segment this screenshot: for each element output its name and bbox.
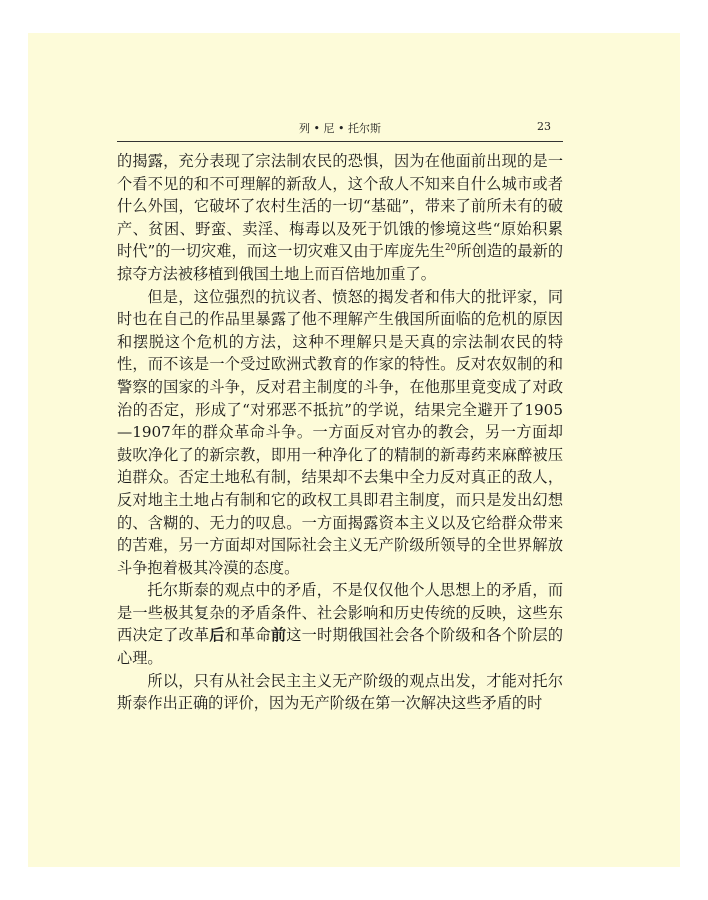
paragraph-text: 所创造的最新的掠夺方法被移植到俄国土地上而百倍地加重了。 [117,242,564,283]
paragraph-text: 这一时期俄国社会各个阶级和各个阶层的心理。 [117,626,564,668]
paragraph-text: 但是，这位强烈的抗议者、愤怒的揭发者和伟大的批评家，同时也在自己的作品里暴露了他不理解产生俄国所面临的危机的原因和摆脱这个危机的方法，这种不理解只是天真的宗法制农民的特性，而不该是一个受过欧洲式教育的作家的特性。反对农奴制的和警察的国家的斗争，反对君主制度的斗争，在他那里竟变成了对政治的否定，形成了“对邪恶不抵抗”的学说，结果完全避开了1905—1907年的群众革命斗争。一方面反对官办的教会，另一方面却鼓吹净化了的新宗教，即用一种净化了的精制的新毒药来麻醉被压迫群众。否定土地私有制，结果却不去集中全力反对真正的敌人，反对地主土地占有制和它的政权工具即君主制度，而只是发出幻想的、含糊的、无力的叹息。一方面揭露资本主义以及它给群众带来的苦难，另一方面却对国际社会主义无产阶级所领导的全世界解放斗争抱着极其冷漠的态度。 [117,287,563,577]
footnote-marker: 20 [444,243,457,254]
paragraph [117,579,563,669]
paragraph-text: 的揭露，充分表现了宗法制农民的恐惧，因为在他面前出现的是一个看不见的和不可理解的新敌人，这个敌人不知来自什么城市或者什么外国，它破坏了农村生活的一切“基础”，带来了前所未有的破产、贫困、野蛮、卖淫、梅毒以及死于饥饿的惨境这些“原始积累时代”的一切灾难，而这一切灾难又由于库庞先生 [117,152,563,261]
running-title: 列 • 尼 • 托尔斯 [299,122,381,135]
header-rule [117,141,563,142]
page-number: 23 [537,120,551,133]
paragraph [117,150,563,286]
emphasis-text: 后 [209,626,225,645]
body-text [117,150,563,715]
emphasis-text: 前 [270,626,287,645]
paragraph-text: 和革命 [224,626,271,645]
running-header [117,118,563,138]
paragraph [117,286,563,580]
paragraph-text: 托尔斯泰的观点中的矛盾，不是仅仅他个人思想上的矛盾，而是一些极其复杂的矛盾条件、社会影响和历史传统的反映，这些东西决定了改革 [117,581,563,645]
paragraph-text: 所以，只有从社会民主主义无产阶级的观点出发，才能对托尔斯泰作出正确的评价，因为无产阶级在第一次解决这些矛盾的时 [117,671,563,713]
paragraph [117,670,563,715]
